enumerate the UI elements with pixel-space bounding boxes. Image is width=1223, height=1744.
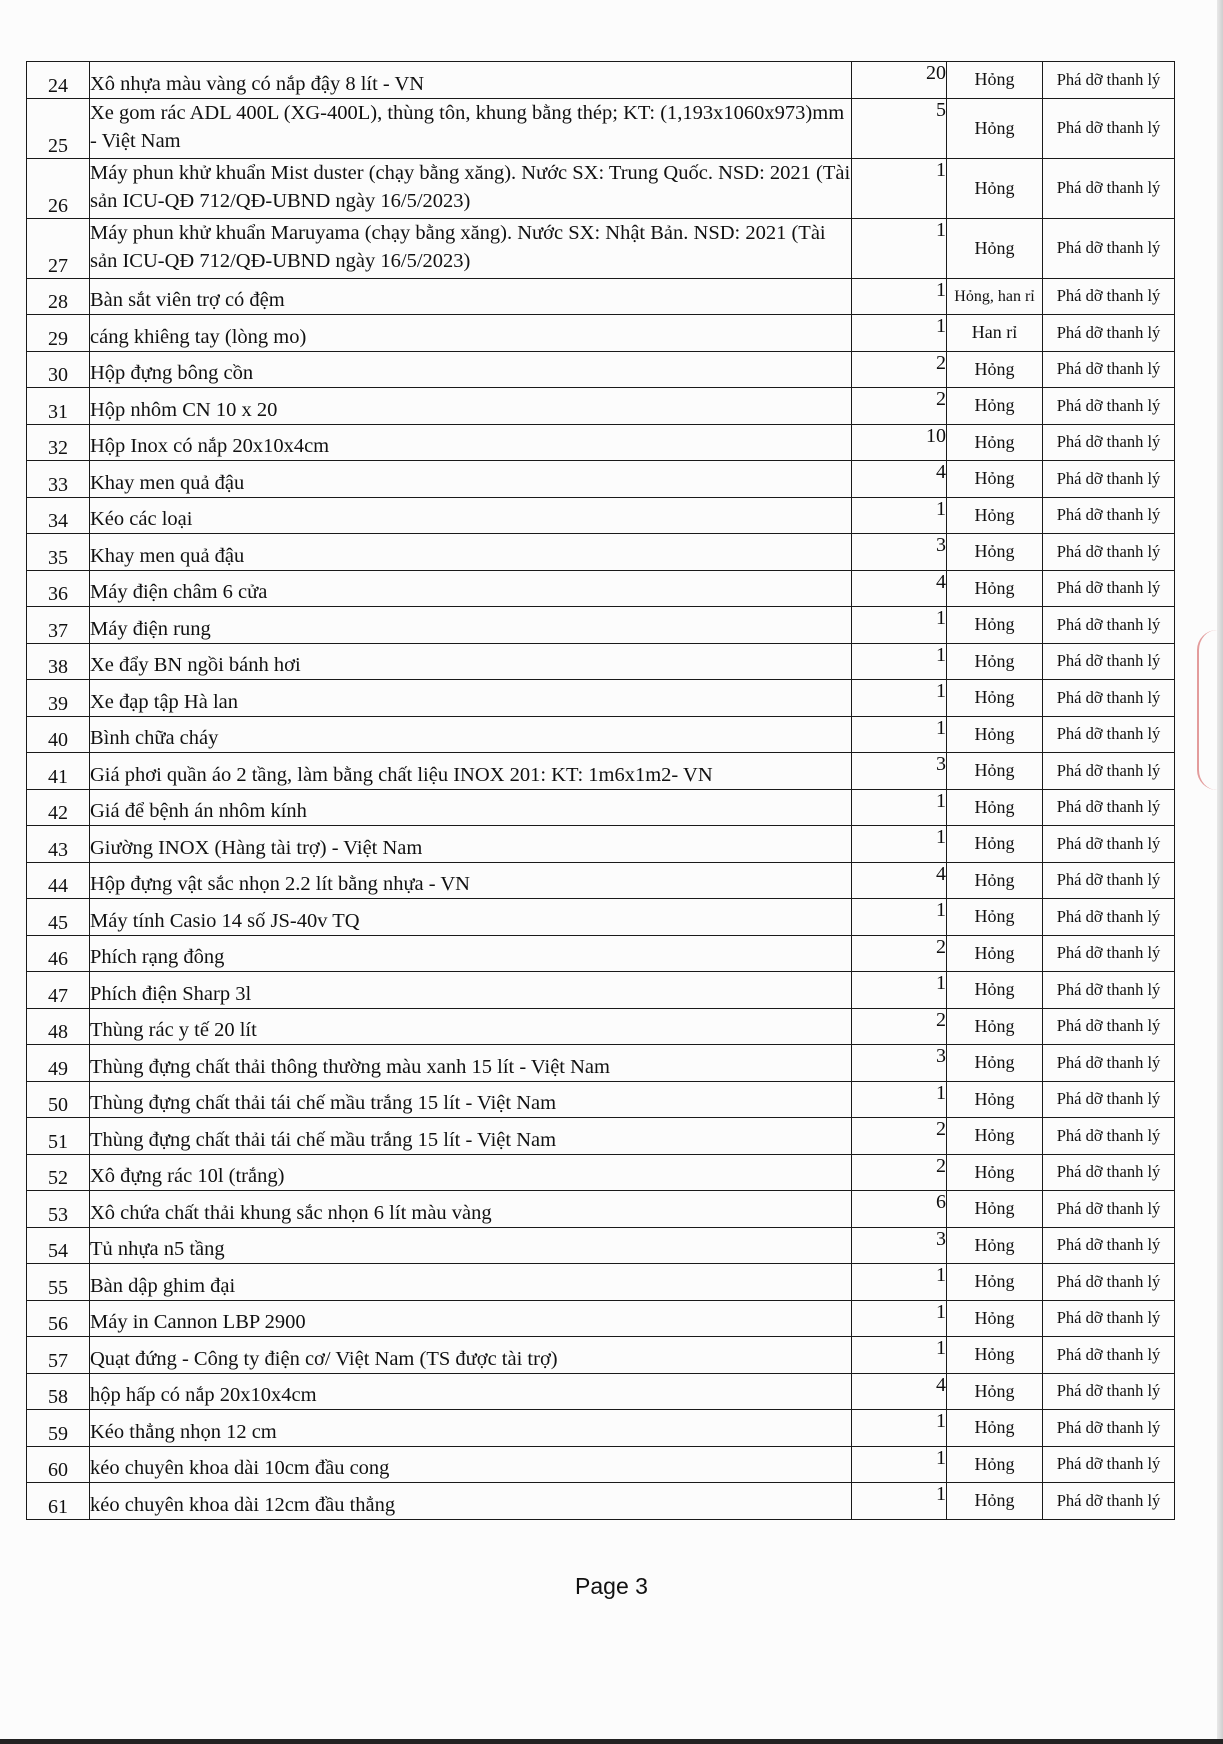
item-status: Hỏng (947, 1154, 1043, 1191)
row-number: 31 (27, 388, 90, 425)
table-row (27, 424, 1175, 461)
item-status: Hỏng (947, 643, 1043, 680)
row-number: 26 (27, 158, 90, 218)
item-quantity: 5 (852, 98, 947, 158)
item-action: Phá dỡ thanh lý (1043, 1373, 1175, 1410)
item-name: Xô chứa chất thải khung sắc nhọn 6 lít màu vàng (90, 1191, 852, 1228)
table-row (27, 278, 1175, 315)
row-number: 43 (27, 826, 90, 863)
item-status: Hỏng (947, 1227, 1043, 1264)
item-quantity: 1 (852, 497, 947, 534)
item-name: Bàn sắt viên trợ có đệm (90, 278, 852, 315)
row-number: 55 (27, 1264, 90, 1301)
item-status: Hỏng (947, 1008, 1043, 1045)
item-quantity: 4 (852, 1373, 947, 1410)
item-status: Hỏng (947, 1373, 1043, 1410)
item-status: Hỏng (947, 972, 1043, 1009)
item-action: Phá dỡ thanh lý (1043, 570, 1175, 607)
item-action: Phá dỡ thanh lý (1043, 1300, 1175, 1337)
item-quantity: 1 (852, 1081, 947, 1118)
item-quantity: 3 (852, 1227, 947, 1264)
page-bottom-edge (0, 1739, 1223, 1744)
item-action: Phá dỡ thanh lý (1043, 935, 1175, 972)
item-quantity: 1 (852, 1410, 947, 1447)
table-row (27, 534, 1175, 571)
row-number: 39 (27, 680, 90, 717)
row-number: 40 (27, 716, 90, 753)
row-number: 56 (27, 1300, 90, 1337)
item-status: Hỏng (947, 680, 1043, 717)
table-row (27, 862, 1175, 899)
item-quantity: 2 (852, 388, 947, 425)
table-row (27, 218, 1175, 278)
item-name: kéo chuyên khoa dài 10cm đầu cong (90, 1446, 852, 1483)
table-row (27, 1045, 1175, 1082)
item-action: Phá dỡ thanh lý (1043, 62, 1175, 99)
item-action: Phá dỡ thanh lý (1043, 972, 1175, 1009)
item-quantity: 20 (852, 62, 947, 99)
item-status: Hỏng (947, 158, 1043, 218)
row-number: 28 (27, 278, 90, 315)
table-row (27, 1264, 1175, 1301)
table-row (27, 607, 1175, 644)
table-row (27, 315, 1175, 352)
row-number: 44 (27, 862, 90, 899)
item-name: hộp hấp có nắp 20x10x4cm (90, 1373, 852, 1410)
item-quantity: 1 (852, 315, 947, 352)
item-name: Bình chữa cháy (90, 716, 852, 753)
item-status: Hỏng (947, 218, 1043, 278)
row-number: 34 (27, 497, 90, 534)
item-status: Hỏng (947, 716, 1043, 753)
item-quantity: 3 (852, 753, 947, 790)
item-name: Xô đựng rác 10l (trắng) (90, 1154, 852, 1191)
row-number: 30 (27, 351, 90, 388)
row-number: 36 (27, 570, 90, 607)
item-status: Hỏng (947, 1118, 1043, 1155)
table-row (27, 461, 1175, 498)
item-status: Hỏng (947, 1483, 1043, 1520)
item-action: Phá dỡ thanh lý (1043, 1410, 1175, 1447)
row-number: 33 (27, 461, 90, 498)
table-row (27, 826, 1175, 863)
item-name: Xe gom rác ADL 400L (XG-400L), thùng tôn, khung bằng thép; KT: (1,193x1060x973)mm - Việt Nam (90, 98, 852, 158)
item-action: Phá dỡ thanh lý (1043, 351, 1175, 388)
item-action: Phá dỡ thanh lý (1043, 1483, 1175, 1520)
item-name: Máy điện rung (90, 607, 852, 644)
table-row (27, 1373, 1175, 1410)
item-quantity: 1 (852, 643, 947, 680)
item-quantity: 2 (852, 1008, 947, 1045)
item-action: Phá dỡ thanh lý (1043, 497, 1175, 534)
item-status: Hỏng (947, 862, 1043, 899)
table-row (27, 388, 1175, 425)
item-status: Hỏng (947, 534, 1043, 571)
table-row (27, 98, 1175, 158)
item-status: Hỏng (947, 1081, 1043, 1118)
item-name: Xô nhựa màu vàng có nắp đậy 8 lít - VN (90, 62, 852, 99)
item-quantity: 3 (852, 534, 947, 571)
item-status: Hỏng (947, 1300, 1043, 1337)
item-action: Phá dỡ thanh lý (1043, 607, 1175, 644)
item-action: Phá dỡ thanh lý (1043, 461, 1175, 498)
item-action: Phá dỡ thanh lý (1043, 1446, 1175, 1483)
item-name: Khay men quả đậu (90, 461, 852, 498)
item-quantity: 1 (852, 1300, 947, 1337)
item-name: Thùng rác y tế 20 lít (90, 1008, 852, 1045)
table-row (27, 972, 1175, 1009)
row-number: 46 (27, 935, 90, 972)
item-quantity: 1 (852, 158, 947, 218)
item-action: Phá dỡ thanh lý (1043, 1118, 1175, 1155)
table-row (27, 899, 1175, 936)
item-status: Hỏng (947, 1045, 1043, 1082)
item-status: Hỏng (947, 899, 1043, 936)
table-row (27, 1410, 1175, 1447)
table-row (27, 716, 1175, 753)
item-status: Hỏng (947, 1446, 1043, 1483)
table-row (27, 1081, 1175, 1118)
item-name: Thùng đựng chất thải tái chế mầu trắng 15 lít - Việt Nam (90, 1081, 852, 1118)
item-action: Phá dỡ thanh lý (1043, 899, 1175, 936)
item-action: Phá dỡ thanh lý (1043, 680, 1175, 717)
table-row (27, 789, 1175, 826)
item-action: Phá dỡ thanh lý (1043, 789, 1175, 826)
item-name: Quạt đứng - Công ty điện cơ/ Việt Nam (TS được tài trợ) (90, 1337, 852, 1374)
item-quantity: 3 (852, 1045, 947, 1082)
row-number: 59 (27, 1410, 90, 1447)
item-name: Kéo các loại (90, 497, 852, 534)
item-quantity: 1 (852, 1483, 947, 1520)
table-row (27, 1300, 1175, 1337)
row-number: 48 (27, 1008, 90, 1045)
item-action: Phá dỡ thanh lý (1043, 643, 1175, 680)
item-quantity: 4 (852, 570, 947, 607)
row-number: 47 (27, 972, 90, 1009)
item-action: Phá dỡ thanh lý (1043, 218, 1175, 278)
item-name: Máy điện châm 6 cửa (90, 570, 852, 607)
item-quantity: 1 (852, 1446, 947, 1483)
row-number: 42 (27, 789, 90, 826)
item-status: Hỏng (947, 388, 1043, 425)
item-status: Hỏng (947, 497, 1043, 534)
item-action: Phá dỡ thanh lý (1043, 1045, 1175, 1082)
table-row (27, 1446, 1175, 1483)
item-action: Phá dỡ thanh lý (1043, 862, 1175, 899)
item-name: Hộp đựng vật sắc nhọn 2.2 lít bằng nhựa - VN (90, 862, 852, 899)
stamp-fragment (1197, 630, 1217, 790)
item-status: Hỏng (947, 461, 1043, 498)
item-action: Phá dỡ thanh lý (1043, 1154, 1175, 1191)
table-row (27, 1008, 1175, 1045)
item-status: Hỏng (947, 789, 1043, 826)
page-edge-shadow (1217, 0, 1223, 1744)
item-quantity: 4 (852, 461, 947, 498)
item-quantity: 1 (852, 1337, 947, 1374)
item-quantity: 6 (852, 1191, 947, 1228)
row-number: 29 (27, 315, 90, 352)
item-status: Han rỉ (947, 315, 1043, 352)
item-status: Hỏng (947, 826, 1043, 863)
item-name: kéo chuyên khoa dài 12cm đầu thẳng (90, 1483, 852, 1520)
item-status: Hỏng (947, 351, 1043, 388)
row-number: 52 (27, 1154, 90, 1191)
item-status: Hỏng (947, 1410, 1043, 1447)
row-number: 37 (27, 607, 90, 644)
item-status: Hỏng (947, 1191, 1043, 1228)
item-quantity: 1 (852, 680, 947, 717)
item-action: Phá dỡ thanh lý (1043, 158, 1175, 218)
item-quantity: 1 (852, 1264, 947, 1301)
item-action: Phá dỡ thanh lý (1043, 716, 1175, 753)
item-name: Giường INOX (Hàng tài trợ) - Việt Nam (90, 826, 852, 863)
table-row (27, 935, 1175, 972)
table-row (27, 62, 1175, 99)
row-number: 45 (27, 899, 90, 936)
item-status: Hỏng (947, 98, 1043, 158)
item-status: Hỏng (947, 62, 1043, 99)
item-status: Hỏng (947, 1264, 1043, 1301)
item-quantity: 2 (852, 1154, 947, 1191)
item-name: Phích rạng đông (90, 935, 852, 972)
item-action: Phá dỡ thanh lý (1043, 1227, 1175, 1264)
item-action: Phá dỡ thanh lý (1043, 278, 1175, 315)
item-action: Phá dỡ thanh lý (1043, 315, 1175, 352)
item-quantity: 1 (852, 826, 947, 863)
table-row (27, 351, 1175, 388)
table-row (27, 158, 1175, 218)
table-row (27, 1154, 1175, 1191)
item-action: Phá dỡ thanh lý (1043, 826, 1175, 863)
item-action: Phá dỡ thanh lý (1043, 1264, 1175, 1301)
item-quantity: 1 (852, 278, 947, 315)
item-status: Hỏng (947, 607, 1043, 644)
item-name: Máy tính Casio 14 số JS-40v TQ (90, 899, 852, 936)
item-name: Máy phun khử khuẩn Mist duster (chạy bằng xăng). Nước SX: Trung Quốc. NSD: 2021 (Tài sản ICU-QĐ 712/QĐ-UBND ngày 16/5/2023) (90, 158, 852, 218)
item-quantity: 2 (852, 351, 947, 388)
table-row (27, 753, 1175, 790)
item-name: Xe đạp tập Hà lan (90, 680, 852, 717)
item-quantity: 1 (852, 899, 947, 936)
item-name: Xe đẩy BN ngồi bánh hơi (90, 643, 852, 680)
row-number: 50 (27, 1081, 90, 1118)
item-action: Phá dỡ thanh lý (1043, 753, 1175, 790)
item-name: Bàn dập ghim đại (90, 1264, 852, 1301)
page-number: Page 3 (575, 1573, 648, 1599)
item-name: Tủ nhựa n5 tầng (90, 1227, 852, 1264)
item-name: Thùng đựng chất thải tái chế mầu trắng 15 lít - Việt Nam (90, 1118, 852, 1155)
item-name: Máy phun khử khuẩn Maruyama (chạy bằng xăng). Nước SX: Nhật Bản. NSD: 2021 (Tài sản ICU-QĐ 712/QĐ-UBND ngày 16/5/2023) (90, 218, 852, 278)
item-name: Hộp nhôm CN 10 x 20 (90, 388, 852, 425)
item-name: Hộp Inox có nắp 20x10x4cm (90, 424, 852, 461)
item-quantity: 2 (852, 1118, 947, 1155)
item-name: cáng khiêng tay (lòng mo) (90, 315, 852, 352)
table-row (27, 1118, 1175, 1155)
row-number: 24 (27, 62, 90, 99)
item-quantity: 1 (852, 218, 947, 278)
row-number: 41 (27, 753, 90, 790)
row-number: 27 (27, 218, 90, 278)
item-quantity: 10 (852, 424, 947, 461)
table-row (27, 643, 1175, 680)
item-action: Phá dỡ thanh lý (1043, 424, 1175, 461)
item-status: Hỏng (947, 753, 1043, 790)
item-status: Hỏng (947, 424, 1043, 461)
item-action: Phá dỡ thanh lý (1043, 98, 1175, 158)
table-row (27, 497, 1175, 534)
item-quantity: 1 (852, 607, 947, 644)
item-action: Phá dỡ thanh lý (1043, 1337, 1175, 1374)
table-row (27, 1337, 1175, 1374)
row-number: 60 (27, 1446, 90, 1483)
table-body (27, 62, 1175, 1520)
row-number: 51 (27, 1118, 90, 1155)
item-status: Hỏng (947, 570, 1043, 607)
asset-disposal-table (26, 61, 1175, 1520)
item-quantity: 1 (852, 716, 947, 753)
table-row (27, 570, 1175, 607)
item-name: Máy in Cannon LBP 2900 (90, 1300, 852, 1337)
row-number: 57 (27, 1337, 90, 1374)
item-name: Thùng đựng chất thải thông thường màu xanh 15 lít - Việt Nam (90, 1045, 852, 1082)
item-name: Khay men quả đậu (90, 534, 852, 571)
row-number: 58 (27, 1373, 90, 1410)
item-action: Phá dỡ thanh lý (1043, 1191, 1175, 1228)
item-name: Kéo thẳng nhọn 12 cm (90, 1410, 852, 1447)
item-name: Phích điện Sharp 3l (90, 972, 852, 1009)
item-quantity: 1 (852, 789, 947, 826)
table-row (27, 1227, 1175, 1264)
item-action: Phá dỡ thanh lý (1043, 388, 1175, 425)
row-number: 61 (27, 1483, 90, 1520)
row-number: 32 (27, 424, 90, 461)
item-action: Phá dỡ thanh lý (1043, 1008, 1175, 1045)
item-status: Hỏng (947, 1337, 1043, 1374)
item-name: Giá để bệnh án nhôm kính (90, 789, 852, 826)
item-name: Giá phơi quần áo 2 tầng, làm bằng chất liệu INOX 201: KT: 1m6x1m2- VN (90, 753, 852, 790)
item-action: Phá dỡ thanh lý (1043, 534, 1175, 571)
table-row (27, 1483, 1175, 1520)
item-quantity: 4 (852, 862, 947, 899)
item-action: Phá dỡ thanh lý (1043, 1081, 1175, 1118)
table-row (27, 680, 1175, 717)
row-number: 35 (27, 534, 90, 571)
row-number: 53 (27, 1191, 90, 1228)
row-number: 25 (27, 98, 90, 158)
row-number: 54 (27, 1227, 90, 1264)
item-quantity: 1 (852, 972, 947, 1009)
item-name: Hộp đựng bông cồn (90, 351, 852, 388)
item-status: Hỏng, han rỉ (947, 278, 1043, 315)
row-number: 38 (27, 643, 90, 680)
item-quantity: 2 (852, 935, 947, 972)
table-row (27, 1191, 1175, 1228)
item-status: Hỏng (947, 935, 1043, 972)
row-number: 49 (27, 1045, 90, 1082)
